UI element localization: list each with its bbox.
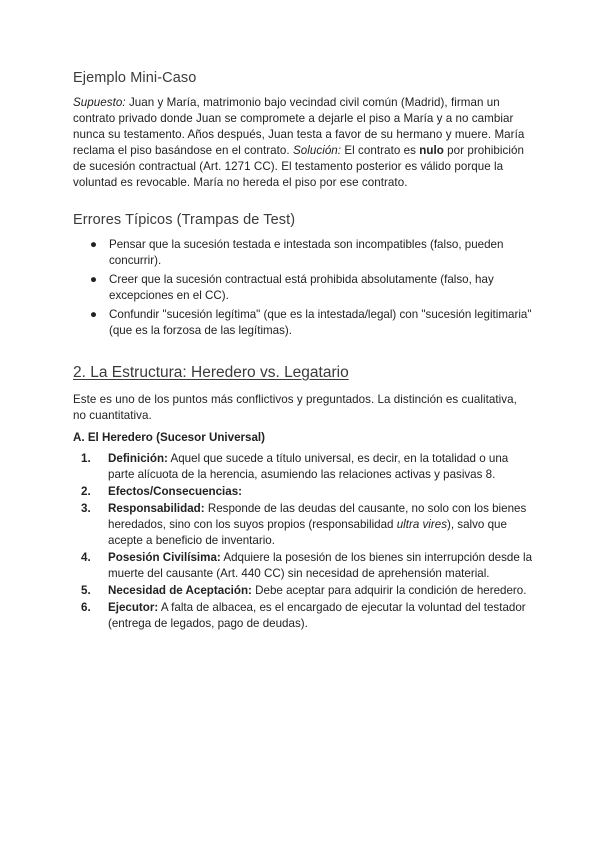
- list-number: 5.: [81, 584, 91, 597]
- item-text: Adquiere la posesión de los bienes sin interrupción desde la muerte del causante (Art. 440 CC) sin necesidad de aprehensión material.: [108, 551, 533, 580]
- list-item: [73, 307, 533, 339]
- list-number: 2.: [81, 485, 91, 498]
- structure-intro: Este es uno de los puntos más conflictivos y preguntados. La distinción es cualitativa, no cuantitativa.: [73, 393, 517, 422]
- list-item: [73, 272, 533, 304]
- item-label: Responsabilidad:: [108, 502, 205, 515]
- errors-list: [73, 237, 533, 339]
- item-label: Efectos/Consecuencias:: [108, 485, 243, 498]
- list-number: 4.: [81, 551, 91, 564]
- item-italic: ultra vires: [396, 518, 447, 531]
- heredero-list: [73, 451, 533, 632]
- list-item: [73, 600, 533, 632]
- solucion-label: Solución:: [292, 144, 342, 157]
- list-item: [73, 451, 533, 483]
- item-label: Posesión Civilísima:: [108, 551, 221, 564]
- structure-heading: 2. La Estructura: Heredero vs. Legatario: [73, 364, 349, 381]
- supuesto-text: Juan y María, matrimonio bajo vecindad civil común (Madrid), firman un contrato privado donde Juan se compromete a dejarle el piso a María y a no cambiar nunca su testamento. Años después, Juan testa a favor de su hermano y muere. María reclama el piso basándose en el contrato.: [73, 96, 525, 157]
- document-content: [73, 68, 533, 633]
- errors-heading: Errores Típicos (Trampas de Test): [73, 212, 296, 228]
- bullet-icon: ●: [90, 273, 98, 286]
- list-item: [73, 550, 533, 582]
- list-item-text: Confundir "sucesión legítima" (que es la intestada/legal) con "sucesión legitimaria" (que es la forzosa de las legítimas).: [109, 308, 532, 337]
- solucion-text-1: El contrato es: [341, 144, 420, 157]
- nulo-emphasis: nulo: [419, 144, 444, 157]
- item-text: Debe aceptar para adquirir la condición de heredero.: [251, 584, 527, 597]
- bullet-icon: ●: [90, 308, 98, 321]
- supuesto-label: Supuesto:: [73, 96, 126, 109]
- bullet-icon: ●: [90, 238, 98, 251]
- item-text: Aquel que sucede a título universal, es decir, en la totalidad o una parte alícuota de la herencia, asumiendo las relaciones activas y pasivas 8.: [108, 452, 509, 481]
- list-item-text: Pensar que la sucesión testada e intestada son incompatibles (falso, pueden concurrir).: [109, 238, 504, 267]
- item-label: Necesidad de Aceptación:: [108, 584, 252, 597]
- list-number: 3.: [81, 502, 91, 515]
- list-number: 6.: [81, 601, 91, 614]
- list-item: [73, 237, 533, 269]
- item-text: Responde de las deudas del causante, no solo con los bienes heredados, sino con los suyos propios (responsabilidad: [108, 502, 527, 531]
- item-text: A falta de albacea, es el encargado de ejecutar la voluntad del testador (entrega de legados, pago de deudas).: [108, 601, 526, 630]
- item-text-after: ), salvo que acepte a beneficio de inventario.: [108, 518, 507, 547]
- list-item-text: Creer que la sucesión contractual está prohibida absolutamente (falso, hay excepciones en el CC).: [109, 273, 494, 302]
- list-number: 1.: [81, 452, 91, 465]
- mini-case-paragraph: [73, 95, 533, 191]
- heredero-subheading: A. El Heredero (Sucesor Universal): [73, 431, 266, 444]
- mini-case-heading: Ejemplo Mini-Caso: [73, 70, 197, 86]
- item-label: Definición:: [108, 452, 168, 465]
- list-item: [73, 583, 533, 599]
- item-label: Ejecutor:: [108, 601, 159, 614]
- solucion-text-2: por prohibición de sucesión contractual (Art. 1271 CC). El testamento posterior es válido porque la voluntad es revocable. María no hereda el piso por ese contrato.: [73, 144, 524, 189]
- list-item: [73, 501, 533, 549]
- list-item: [73, 484, 533, 500]
